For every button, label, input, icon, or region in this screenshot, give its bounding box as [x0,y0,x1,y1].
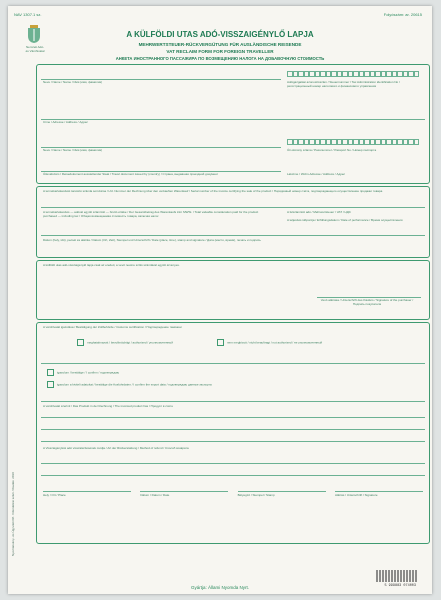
confirm-1-checkbox[interactable] [47,369,54,376]
invoice-label: A termékértékesítést tanúsító számla sorszáma / Lfd. Nummer der Rechnung über den verkauften Warenkauf / Serial number of the invoice certifying the sale of the product / Порядковый номер счёта, подтверждающего осуществление продажи товара [43,189,383,193]
confirm-2-label: igazolom a kiviteli adatokat / bestätige die Ausfuhrdaten / I confirm the export data / подтверждаю данные экспорта [57,382,212,387]
confirm-1[interactable] [47,369,119,376]
signature-label: Vevő aláírása / Unterschrift des Käufers / Signature of the purchaser / Подпись покупателя [320,298,414,306]
refund-label: A Visszaigénylési adó visszatérítésének módja / Art der Rückerstattung / Method of refund / Способ возврата [43,446,189,450]
sidebar-print-info [11,306,18,556]
tax-id-cells[interactable] [287,71,419,77]
address-label: Címe / Adresse / Address / Адрес [43,120,88,124]
serial-number: Folyószám: ar. 20615 [383,12,422,17]
option-a[interactable] [77,339,177,346]
issuer-line-2: és Vámhivatal [25,48,45,53]
barcode-number: 5 999883 074003 [384,584,416,588]
products-label: A vámhivatal szerinti / Das Produkt in der Rechnung / The invoiced product has / Продукт в счёте [43,404,174,408]
traveller-section [36,64,430,184]
title-hu: A KÜLFÖLDI UTAS ADÓ-VISSZAIGÉNYLŐ LAPJA [126,30,314,39]
confirm-1-label: igazolom / bestätige / I confirm / подтверждаю [57,370,120,375]
option-b-checkbox[interactable] [217,339,224,346]
tax-id-label: Adóigazgatási azonosítószám / Steuernummer / Tax Administration identification No / регистрационный номер налогового и финансового управления [287,80,400,88]
title-ru: АНКЕТА ИНОСТРАННОГО ПАССАЖИРА ПО ВОЗМЕЩЕНИЮ НАЛОГА НА ДОБАВОЧНУЮ СТОИМОСТЬ [115,56,325,61]
form-code: NAV 1307.1 sz. [14,12,42,17]
option-b[interactable] [217,339,327,346]
vat-label: A felszámított adó / Mehrwertsteuer / VAT / НДС [287,210,351,214]
stamp-field-signature: Aláírás / Unterschrift / Signature [335,491,423,498]
sidebar-text: Nyomtatvány- és Ügyviteli Kft. / Rendelési szám / Kiadás: 2010 [11,472,15,556]
date-stamp-label: Dátum (hely, idő), pecsét és aláírás / Datum (Ort, Zeit), Stempel und Unterschrift / Date (place, time), stamp and signature / Дата (место, время), печать и подпись [43,238,261,242]
option-a-label: meghatalmazott / bevollmächtigt / authorized / уполномоченный [87,340,173,345]
barcode [376,570,418,582]
travel-doc-label: Útlevélszám / Reisedokument ausstellender Staat / Travel document issued by (country) / Страна, выдавшая проездной документ [43,172,219,176]
residence-label: Lakcíme / Wohn-Adresse / Address / Адрес [287,172,346,176]
declaration-text: A külföldi utas adó-visszaigénylő lapja csak az eredeti, a vevő nevére szóló számlával együtt érvényes. [43,263,180,267]
seller-name-label: Neve / Name / Name / Имя (имя, фамилия) [43,148,103,152]
stamp-field-place: Hely / Ort / Place [43,491,131,498]
option-b-label: nem megbízott / nicht beauftragt / not authorized / не уполномоченный [227,340,323,345]
stamp-fields [43,491,423,498]
confirm-2[interactable] [47,381,212,388]
name-label: Neve / Name / Name / Имя (имя, фамилия) [43,80,103,84]
goods-label: A termékértékesítés — adóval együtt számított — bruttó értéke / Der Gesamtbetrag des Warenkaufs inkl. MWSt. / Total valuable consideration paid for the product purchased — including tax / Общая возмещаемая стоимость товара, включая налог [43,210,259,218]
title-de: MEHRWERTSTEUER-RÜCKVERGÜTUNG FÜR AUSLÄNDISCHE REISENDE [138,42,302,47]
declaration-section [36,260,430,320]
stamp-field-stamp: Bélyegző / Stempel / Stamp [238,491,326,498]
stamp-field-date: Dátum / Datum / Date [140,491,228,498]
passport-label: Úti okmány száma / Passnummer / Passport No / Номер паспорта [287,148,377,152]
passport-cells[interactable] [287,139,419,145]
confirm-2-checkbox[interactable] [47,381,54,388]
customs-title: A vámhivatal igazolása / Bestätigung der Zollbehörde / Customs certification / Подтверждение таможни [43,325,182,329]
customs-section [36,322,430,544]
invoice-section [36,186,430,258]
delivery-label: A teljesítés időpontja / Erfüllungsdatum / Date of performance / Время осуществления [287,218,403,222]
vat-reclaim-form [8,6,432,594]
printer-footer: Gyártja: Állami Nyomda Nyrt. [190,585,249,590]
option-a-checkbox[interactable] [77,339,84,346]
issuer-line-1: Nemzeti Adó- [25,45,44,49]
title-en: VAT RECLAIM FORM FOR FOREIGN TRAVELLER [166,49,274,54]
